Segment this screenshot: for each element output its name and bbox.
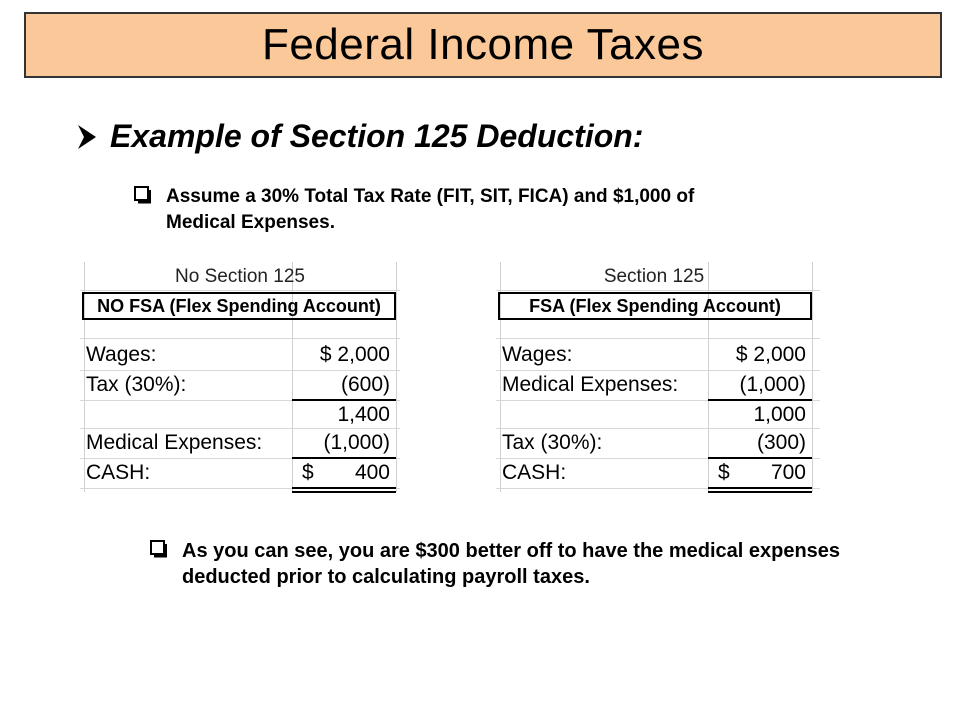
page-title: Federal Income Taxes (261, 20, 705, 69)
row-label: CASH: (86, 461, 151, 484)
row-label: CASH: (502, 461, 567, 484)
row-value: $ 2,000 (319, 343, 390, 366)
row-value: 700 (770, 461, 806, 484)
row-value: (1,000) (739, 373, 806, 396)
row-label: Tax (30%): (86, 373, 187, 396)
arrow-bullet-icon (76, 123, 98, 151)
row-label: Wages: (86, 343, 157, 366)
row-value: (600) (340, 373, 390, 396)
row-label: Wages: (502, 343, 573, 366)
row-label: Tax (30%): (502, 431, 603, 454)
table-caption: No Section 125 (175, 266, 305, 287)
table-caption: Section 125 (603, 266, 705, 287)
row-value: (300) (756, 431, 806, 454)
bullet-conclusion-text: As you can see, you are $300 better off to have the medical expenses deducted prior to calculating payroll taxes. (182, 540, 841, 588)
row-value: 1,400 (337, 403, 390, 426)
row-label: Medical Expenses: (502, 373, 679, 396)
row-value: (1,000) (323, 431, 390, 454)
row-value: $ 2,000 (735, 343, 806, 366)
bullet-assumption-text: Assume a 30% Total Tax Rate (FIT, SIT, FICA) and $1,000 of Medical Expenses. (166, 186, 695, 233)
bullet-conclusion (150, 538, 890, 590)
checkbox-bullet-icon (150, 540, 168, 558)
currency-symbol: $ (302, 461, 314, 484)
row-value: 400 (354, 461, 390, 484)
title-banner (24, 12, 942, 78)
bullet-assumption (134, 184, 754, 236)
row-label: Medical Expenses: (86, 431, 263, 454)
currency-symbol: $ (718, 461, 730, 484)
heading-text: Example of Section 125 Deduction: (110, 118, 644, 154)
table-header: NO FSA (Flex Spending Account) (82, 292, 396, 320)
row-value: 1,000 (753, 403, 806, 426)
table-header: FSA (Flex Spending Account) (498, 292, 812, 320)
checkbox-bullet-icon (134, 186, 152, 204)
table-section-125 (496, 262, 820, 492)
table-no-section-125 (80, 262, 400, 492)
section-heading (76, 118, 643, 155)
